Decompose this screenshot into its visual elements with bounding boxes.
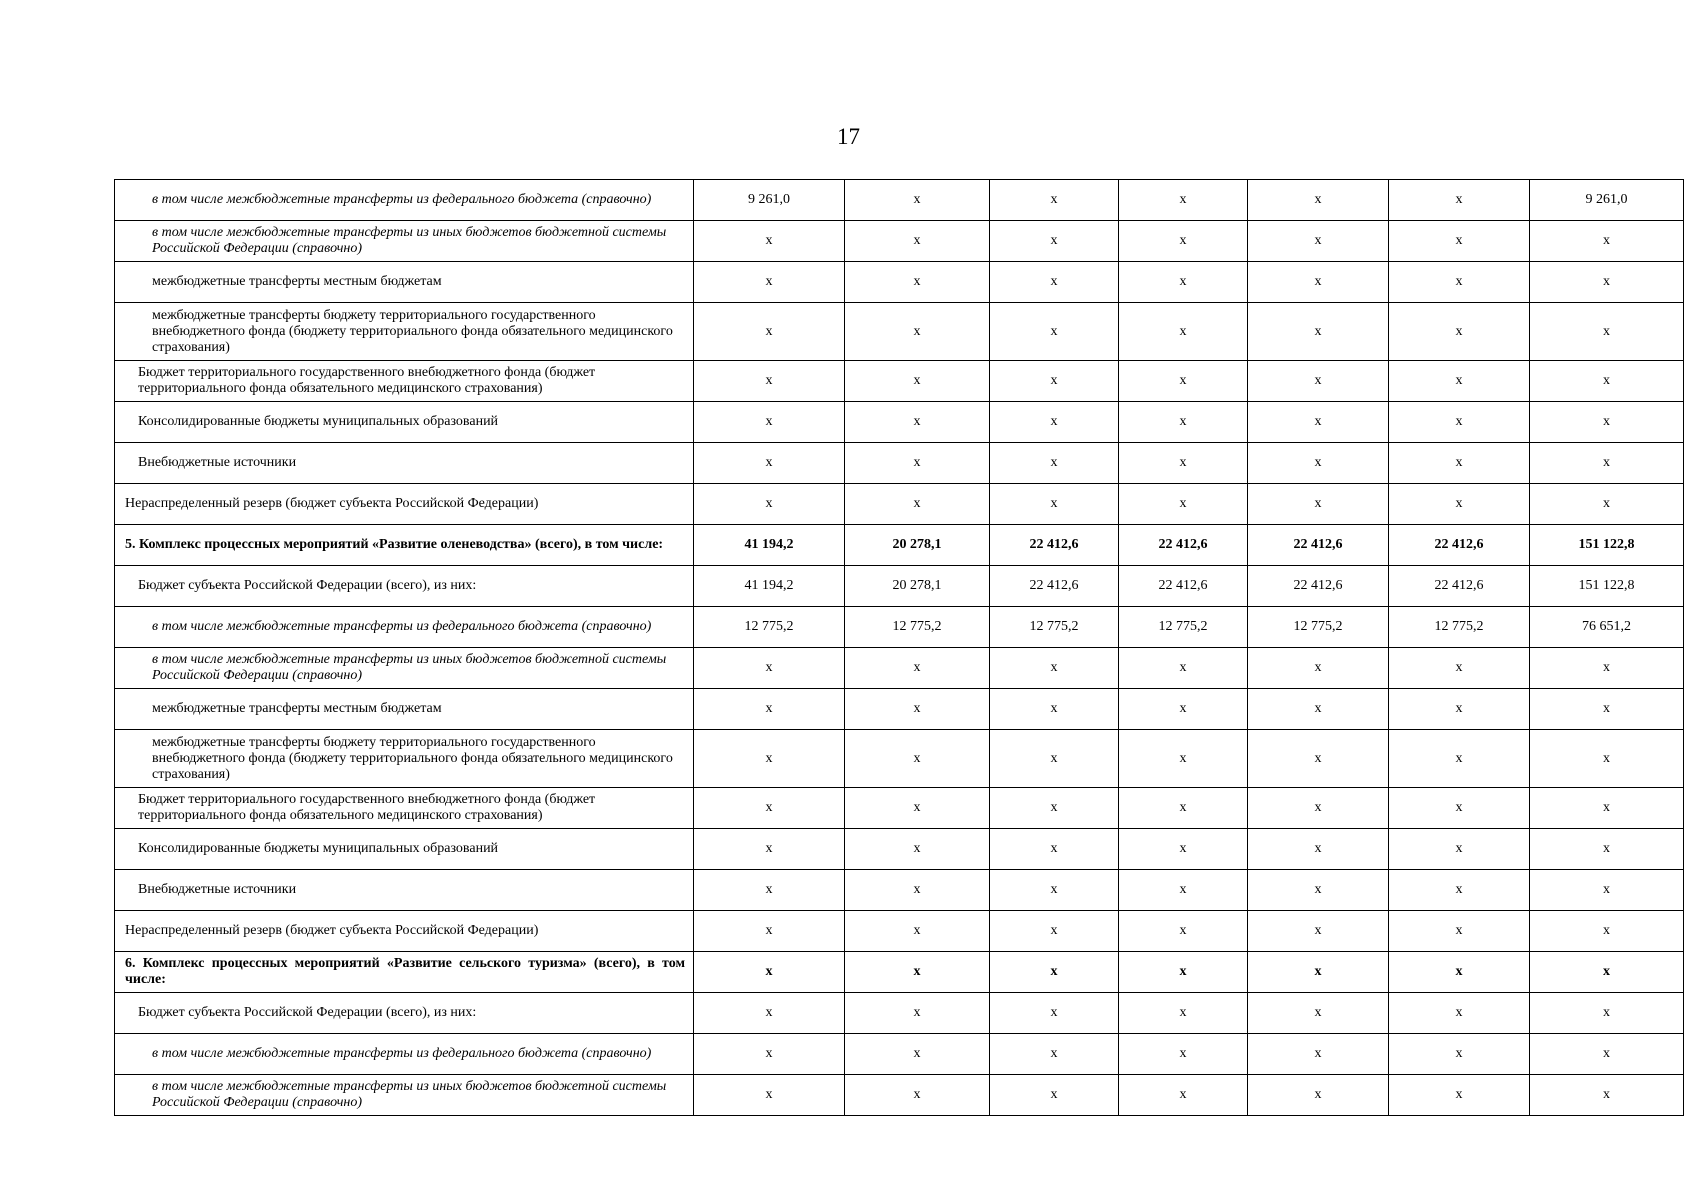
value-cell: x — [990, 443, 1119, 484]
value-cell: x — [1119, 870, 1248, 911]
table-row — [115, 262, 1684, 303]
row-label: Бюджет территориального государственного внебюджетного фонда (бюджет территориального фонда обязательного медицинского страхования) — [115, 788, 694, 829]
value-cell: x — [1389, 829, 1530, 870]
budget-table-body — [115, 180, 1684, 1116]
value-cell: 151 122,8 — [1530, 566, 1684, 607]
value-cell: 41 194,2 — [694, 566, 845, 607]
row-label: в том числе межбюджетные трансферты из федерального бюджета (справочно) — [115, 607, 694, 648]
row-label: межбюджетные трансферты местным бюджетам — [115, 262, 694, 303]
value-cell: 22 412,6 — [1248, 566, 1389, 607]
value-cell: x — [990, 648, 1119, 689]
value-cell: x — [1119, 361, 1248, 402]
budget-table — [114, 179, 1684, 1116]
row-label: межбюджетные трансферты бюджету территориального государственного внебюджетного фонда (бюджету территориального фонда обязательного медицинского страхования) — [115, 303, 694, 361]
table-row — [115, 607, 1684, 648]
value-cell: x — [694, 952, 845, 993]
row-label: Внебюджетные источники — [115, 870, 694, 911]
value-cell: 22 412,6 — [1389, 566, 1530, 607]
value-cell: 22 412,6 — [1119, 566, 1248, 607]
value-cell: x — [1530, 443, 1684, 484]
value-cell: x — [1389, 993, 1530, 1034]
value-cell: 12 775,2 — [1248, 607, 1389, 648]
value-cell: x — [1119, 402, 1248, 443]
value-cell: x — [1530, 484, 1684, 525]
value-cell: x — [694, 402, 845, 443]
value-cell: x — [1248, 484, 1389, 525]
value-cell: 22 412,6 — [990, 566, 1119, 607]
value-cell: x — [845, 1075, 990, 1116]
row-label: Консолидированные бюджеты муниципальных образований — [115, 402, 694, 443]
value-cell: x — [1119, 221, 1248, 262]
value-cell: x — [845, 648, 990, 689]
value-cell: x — [1530, 1034, 1684, 1075]
row-label: Бюджет территориального государственного внебюджетного фонда (бюджет территориального фонда обязательного медицинского страхования) — [115, 361, 694, 402]
value-cell: x — [1119, 993, 1248, 1034]
value-cell: x — [1530, 402, 1684, 443]
row-label: Внебюджетные источники — [115, 443, 694, 484]
value-cell: x — [694, 829, 845, 870]
value-cell: x — [694, 1075, 845, 1116]
value-cell: x — [1530, 303, 1684, 361]
value-cell: x — [1530, 730, 1684, 788]
row-label: в том числе межбюджетные трансферты из иных бюджетов бюджетной системы Российской Федерации (справочно) — [115, 221, 694, 262]
table-row — [115, 361, 1684, 402]
value-cell: 12 775,2 — [1389, 607, 1530, 648]
value-cell: x — [694, 689, 845, 730]
value-cell: x — [990, 911, 1119, 952]
value-cell: x — [990, 730, 1119, 788]
value-cell: x — [845, 180, 990, 221]
value-cell: x — [845, 484, 990, 525]
value-cell: x — [1248, 402, 1389, 443]
value-cell: x — [1248, 262, 1389, 303]
table-row — [115, 911, 1684, 952]
value-cell: x — [990, 180, 1119, 221]
section-header-row — [115, 952, 1684, 993]
value-cell: 76 651,2 — [1530, 607, 1684, 648]
value-cell: x — [1248, 993, 1389, 1034]
row-label: Бюджет субъекта Российской Федерации (всего), из них: — [115, 993, 694, 1034]
row-label: в том числе межбюджетные трансферты из федерального бюджета (справочно) — [115, 1034, 694, 1075]
value-cell: x — [1119, 911, 1248, 952]
table-row — [115, 993, 1684, 1034]
value-cell: x — [694, 788, 845, 829]
value-cell: x — [990, 829, 1119, 870]
value-cell: x — [845, 361, 990, 402]
value-cell: x — [694, 484, 845, 525]
value-cell: x — [1248, 1075, 1389, 1116]
value-cell: x — [1530, 788, 1684, 829]
value-cell: x — [990, 221, 1119, 262]
value-cell: x — [1119, 484, 1248, 525]
value-cell: x — [1248, 221, 1389, 262]
value-cell: x — [845, 262, 990, 303]
value-cell: 9 261,0 — [1530, 180, 1684, 221]
value-cell: x — [1119, 1075, 1248, 1116]
value-cell: x — [1530, 1075, 1684, 1116]
value-cell: x — [1119, 303, 1248, 361]
value-cell: x — [990, 361, 1119, 402]
table-row — [115, 402, 1684, 443]
value-cell: x — [694, 870, 845, 911]
table-row — [115, 443, 1684, 484]
row-label: Нераспределенный резерв (бюджет субъекта Российской Федерации) — [115, 911, 694, 952]
table-row — [115, 648, 1684, 689]
value-cell: x — [694, 361, 845, 402]
value-cell: x — [1248, 911, 1389, 952]
table-row — [115, 1075, 1684, 1116]
value-cell: x — [1530, 829, 1684, 870]
value-cell: x — [1248, 361, 1389, 402]
value-cell: x — [694, 993, 845, 1034]
page-number: 17 — [837, 124, 860, 149]
value-cell: 12 775,2 — [1119, 607, 1248, 648]
value-cell: x — [845, 730, 990, 788]
value-cell: x — [1248, 952, 1389, 993]
value-cell: x — [990, 262, 1119, 303]
value-cell: x — [1389, 1075, 1530, 1116]
table-row — [115, 870, 1684, 911]
value-cell: x — [694, 648, 845, 689]
value-cell: x — [1530, 689, 1684, 730]
row-label: в том числе межбюджетные трансферты из иных бюджетов бюджетной системы Российской Федерации (справочно) — [115, 648, 694, 689]
value-cell: x — [990, 303, 1119, 361]
value-cell: x — [845, 788, 990, 829]
value-cell: x — [1248, 180, 1389, 221]
value-cell: 9 261,0 — [694, 180, 845, 221]
value-cell: x — [694, 303, 845, 361]
value-cell: x — [1530, 952, 1684, 993]
value-cell: x — [1389, 484, 1530, 525]
table-row — [115, 1034, 1684, 1075]
row-label: межбюджетные трансферты местным бюджетам — [115, 689, 694, 730]
row-label: межбюджетные трансферты бюджету территориального государственного внебюджетного фонда (бюджету территориального фонда обязательного медицинского страхования) — [115, 730, 694, 788]
value-cell: x — [845, 689, 990, 730]
value-cell: x — [1389, 180, 1530, 221]
table-row — [115, 566, 1684, 607]
table-row — [115, 689, 1684, 730]
value-cell: x — [990, 1075, 1119, 1116]
value-cell: x — [694, 262, 845, 303]
value-cell: x — [1389, 911, 1530, 952]
table-row — [115, 221, 1684, 262]
value-cell: x — [990, 788, 1119, 829]
table-row — [115, 303, 1684, 361]
value-cell: x — [1119, 829, 1248, 870]
value-cell: x — [694, 221, 845, 262]
value-cell: x — [990, 870, 1119, 911]
row-label: Бюджет субъекта Российской Федерации (всего), из них: — [115, 566, 694, 607]
table-row — [115, 788, 1684, 829]
table-row — [115, 829, 1684, 870]
value-cell: x — [1530, 911, 1684, 952]
value-cell: x — [1248, 443, 1389, 484]
value-cell: x — [845, 993, 990, 1034]
value-cell: 22 412,6 — [1248, 525, 1389, 566]
value-cell: x — [1530, 221, 1684, 262]
value-cell: x — [990, 689, 1119, 730]
value-cell: x — [1248, 648, 1389, 689]
value-cell: x — [694, 730, 845, 788]
value-cell: x — [845, 829, 990, 870]
value-cell: x — [1248, 689, 1389, 730]
value-cell: x — [845, 221, 990, 262]
value-cell: x — [1248, 730, 1389, 788]
value-cell: x — [1119, 1034, 1248, 1075]
value-cell: x — [1119, 262, 1248, 303]
value-cell: x — [1248, 870, 1389, 911]
value-cell: x — [1248, 829, 1389, 870]
value-cell: x — [990, 1034, 1119, 1075]
value-cell: x — [990, 993, 1119, 1034]
value-cell: x — [1119, 730, 1248, 788]
row-label: в том числе межбюджетные трансферты из иных бюджетов бюджетной системы Российской Федерации (справочно) — [115, 1075, 694, 1116]
value-cell: x — [694, 1034, 845, 1075]
value-cell: x — [1530, 262, 1684, 303]
value-cell: x — [1530, 993, 1684, 1034]
value-cell: x — [1119, 689, 1248, 730]
value-cell: x — [845, 1034, 990, 1075]
value-cell: x — [990, 952, 1119, 993]
value-cell: x — [1119, 180, 1248, 221]
value-cell: x — [1389, 221, 1530, 262]
value-cell: x — [1119, 443, 1248, 484]
value-cell: x — [1389, 1034, 1530, 1075]
value-cell: x — [990, 402, 1119, 443]
value-cell: x — [1530, 870, 1684, 911]
value-cell: x — [1119, 952, 1248, 993]
table-row — [115, 180, 1684, 221]
value-cell: x — [1119, 788, 1248, 829]
value-cell: 12 775,2 — [694, 607, 845, 648]
value-cell: x — [1530, 361, 1684, 402]
value-cell: 20 278,1 — [845, 566, 990, 607]
value-cell: 41 194,2 — [694, 525, 845, 566]
value-cell: x — [845, 303, 990, 361]
value-cell: x — [1248, 1034, 1389, 1075]
value-cell: x — [694, 443, 845, 484]
value-cell: x — [1389, 303, 1530, 361]
value-cell: x — [845, 870, 990, 911]
value-cell: x — [1248, 788, 1389, 829]
section-header-row — [115, 525, 1684, 566]
value-cell: 22 412,6 — [1119, 525, 1248, 566]
value-cell: x — [1248, 303, 1389, 361]
row-label: в том числе межбюджетные трансферты из федерального бюджета (справочно) — [115, 180, 694, 221]
value-cell: 151 122,8 — [1530, 525, 1684, 566]
table-row — [115, 730, 1684, 788]
value-cell: x — [845, 952, 990, 993]
value-cell: 22 412,6 — [990, 525, 1119, 566]
value-cell: x — [1389, 443, 1530, 484]
value-cell: x — [1389, 788, 1530, 829]
value-cell: 12 775,2 — [990, 607, 1119, 648]
value-cell: x — [1389, 648, 1530, 689]
value-cell: x — [1389, 402, 1530, 443]
value-cell: x — [1389, 689, 1530, 730]
value-cell: x — [1389, 361, 1530, 402]
value-cell: x — [1389, 952, 1530, 993]
value-cell: x — [1389, 262, 1530, 303]
row-label: 5. Комплекс процессных мероприятий «Развитие оленеводства» (всего), в том числе: — [115, 525, 694, 566]
value-cell: 12 775,2 — [845, 607, 990, 648]
value-cell: 20 278,1 — [845, 525, 990, 566]
row-label: Консолидированные бюджеты муниципальных образований — [115, 829, 694, 870]
row-label: Нераспределенный резерв (бюджет субъекта Российской Федерации) — [115, 484, 694, 525]
value-cell: x — [1530, 648, 1684, 689]
value-cell: x — [1389, 870, 1530, 911]
value-cell: x — [845, 402, 990, 443]
row-label: 6. Комплекс процессных мероприятий «Развитие сельского туризма» (всего), в том числе: — [115, 952, 694, 993]
value-cell: x — [845, 911, 990, 952]
value-cell: x — [845, 443, 990, 484]
value-cell: 22 412,6 — [1389, 525, 1530, 566]
value-cell: x — [1389, 730, 1530, 788]
table-row — [115, 484, 1684, 525]
value-cell: x — [990, 484, 1119, 525]
value-cell: x — [1119, 648, 1248, 689]
value-cell: x — [694, 911, 845, 952]
